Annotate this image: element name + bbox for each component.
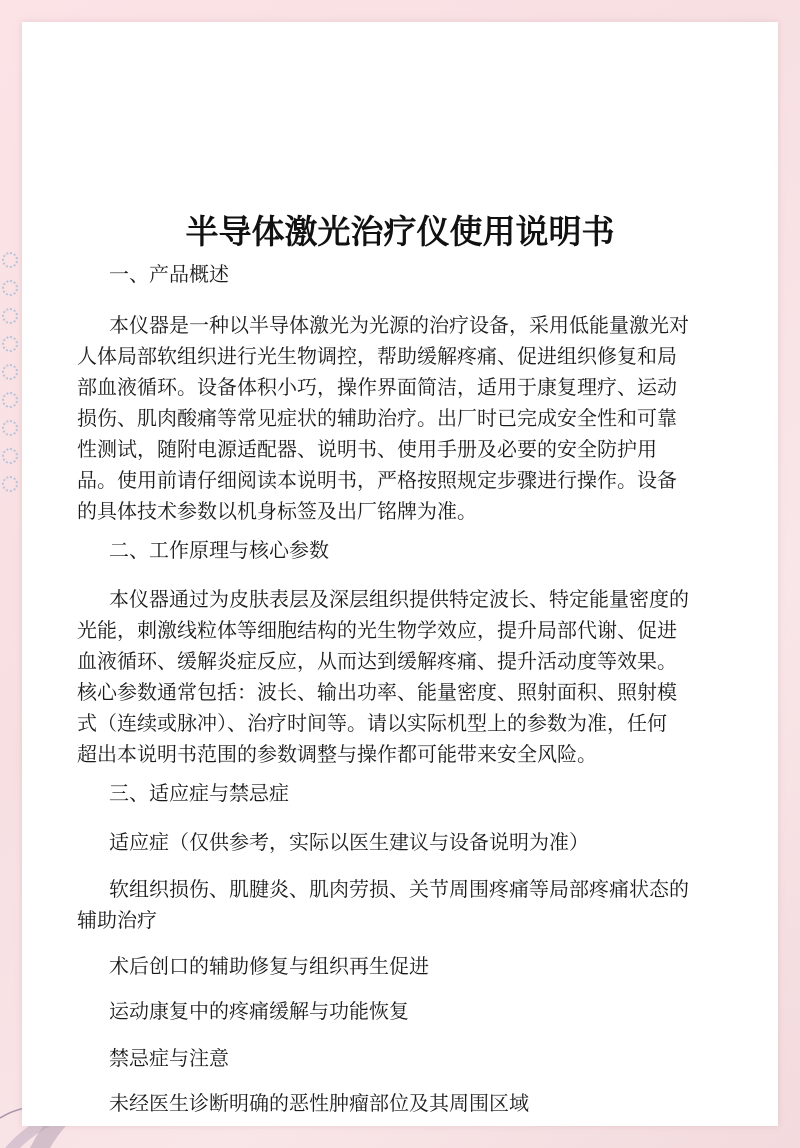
- dotted-circle-icon: [2, 364, 18, 380]
- section1-line: 人体局部软组织进行光生物调控，帮助缓解疼痛、促进组织修复和局: [77, 344, 677, 368]
- section2-line: 光能，刺激线粒体等细胞结构的光生物学效应，提升局部代谢、促进: [77, 618, 677, 642]
- section1-line: 性测试，随附电源适配器、说明书、使用手册及必要的安全防护用: [77, 437, 657, 461]
- section1-line: 损伤、肌肉酸痛等常见症状的辅助治疗。出厂时已完成安全性和可靠: [77, 406, 677, 430]
- section1-heading: 一、产品概述: [109, 262, 229, 286]
- document-title: 半导体激光治疗仪使用说明书: [185, 212, 615, 251]
- document-page: [22, 22, 778, 1126]
- section2-line: 本仪器通过为皮肤表层及深层组织提供特定波长、特定能量密度的: [109, 587, 689, 611]
- indication-item: 术后创口的辅助修复与组织再生促进: [109, 954, 429, 978]
- section2-line: 血液循环、缓解炎症反应，从而达到缓解疼痛、提升活动度等效果。: [77, 649, 677, 673]
- indication-item: 软组织损伤、肌腱炎、肌肉劳损、关节周围疼痛等局部疼痛状态的: [109, 877, 689, 901]
- dotted-circle-icon: [2, 448, 18, 464]
- dotted-circle-icon: [2, 280, 18, 296]
- section2-line: 超出本说明书范围的参数调整与操作都可能带来安全风险。: [77, 742, 597, 766]
- indication-title: 适应症（仅供参考，实际以医生建议与设备说明为准）: [109, 830, 589, 854]
- dotted-circle-icon: [2, 392, 18, 408]
- section2-heading: 二、工作原理与核心参数: [109, 538, 329, 562]
- dotted-circle-icon: [2, 336, 18, 352]
- section1-line: 本仪器是一种以半导体激光为光源的治疗设备，采用低能量激光对: [109, 313, 689, 337]
- section2-line: 核心参数通常包括：波长、输出功率、能量密度、照射面积、照射模: [77, 680, 677, 704]
- section1-line: 的具体技术参数以机身标签及出厂铭牌为准。: [77, 499, 477, 523]
- section1-line: 部血液循环。设备体积小巧，操作界面简洁，适用于康复理疗、运动: [77, 375, 677, 399]
- contraindication-title: 禁忌症与注意: [109, 1046, 229, 1070]
- indication-item: 辅助治疗: [77, 908, 157, 932]
- dotted-circle-icon: [2, 252, 18, 268]
- section2-line: 式（连续或脉冲）、治疗时间等。请以实际机型上的参数为准，任何: [77, 711, 667, 735]
- section3-heading: 三、适应症与禁忌症: [109, 781, 289, 805]
- dotted-circle-icon: [2, 308, 18, 324]
- contraindication-item: 未经医生诊断明确的恶性肿瘤部位及其周围区域: [109, 1091, 529, 1115]
- indication-item: 运动康复中的疼痛缓解与功能恢复: [109, 999, 409, 1023]
- dotted-circle-icon: [2, 476, 18, 492]
- dotted-circle-icon: [2, 420, 18, 436]
- section1-line: 品。使用前请仔细阅读本说明书，严格按照规定步骤进行操作。设备: [77, 468, 677, 492]
